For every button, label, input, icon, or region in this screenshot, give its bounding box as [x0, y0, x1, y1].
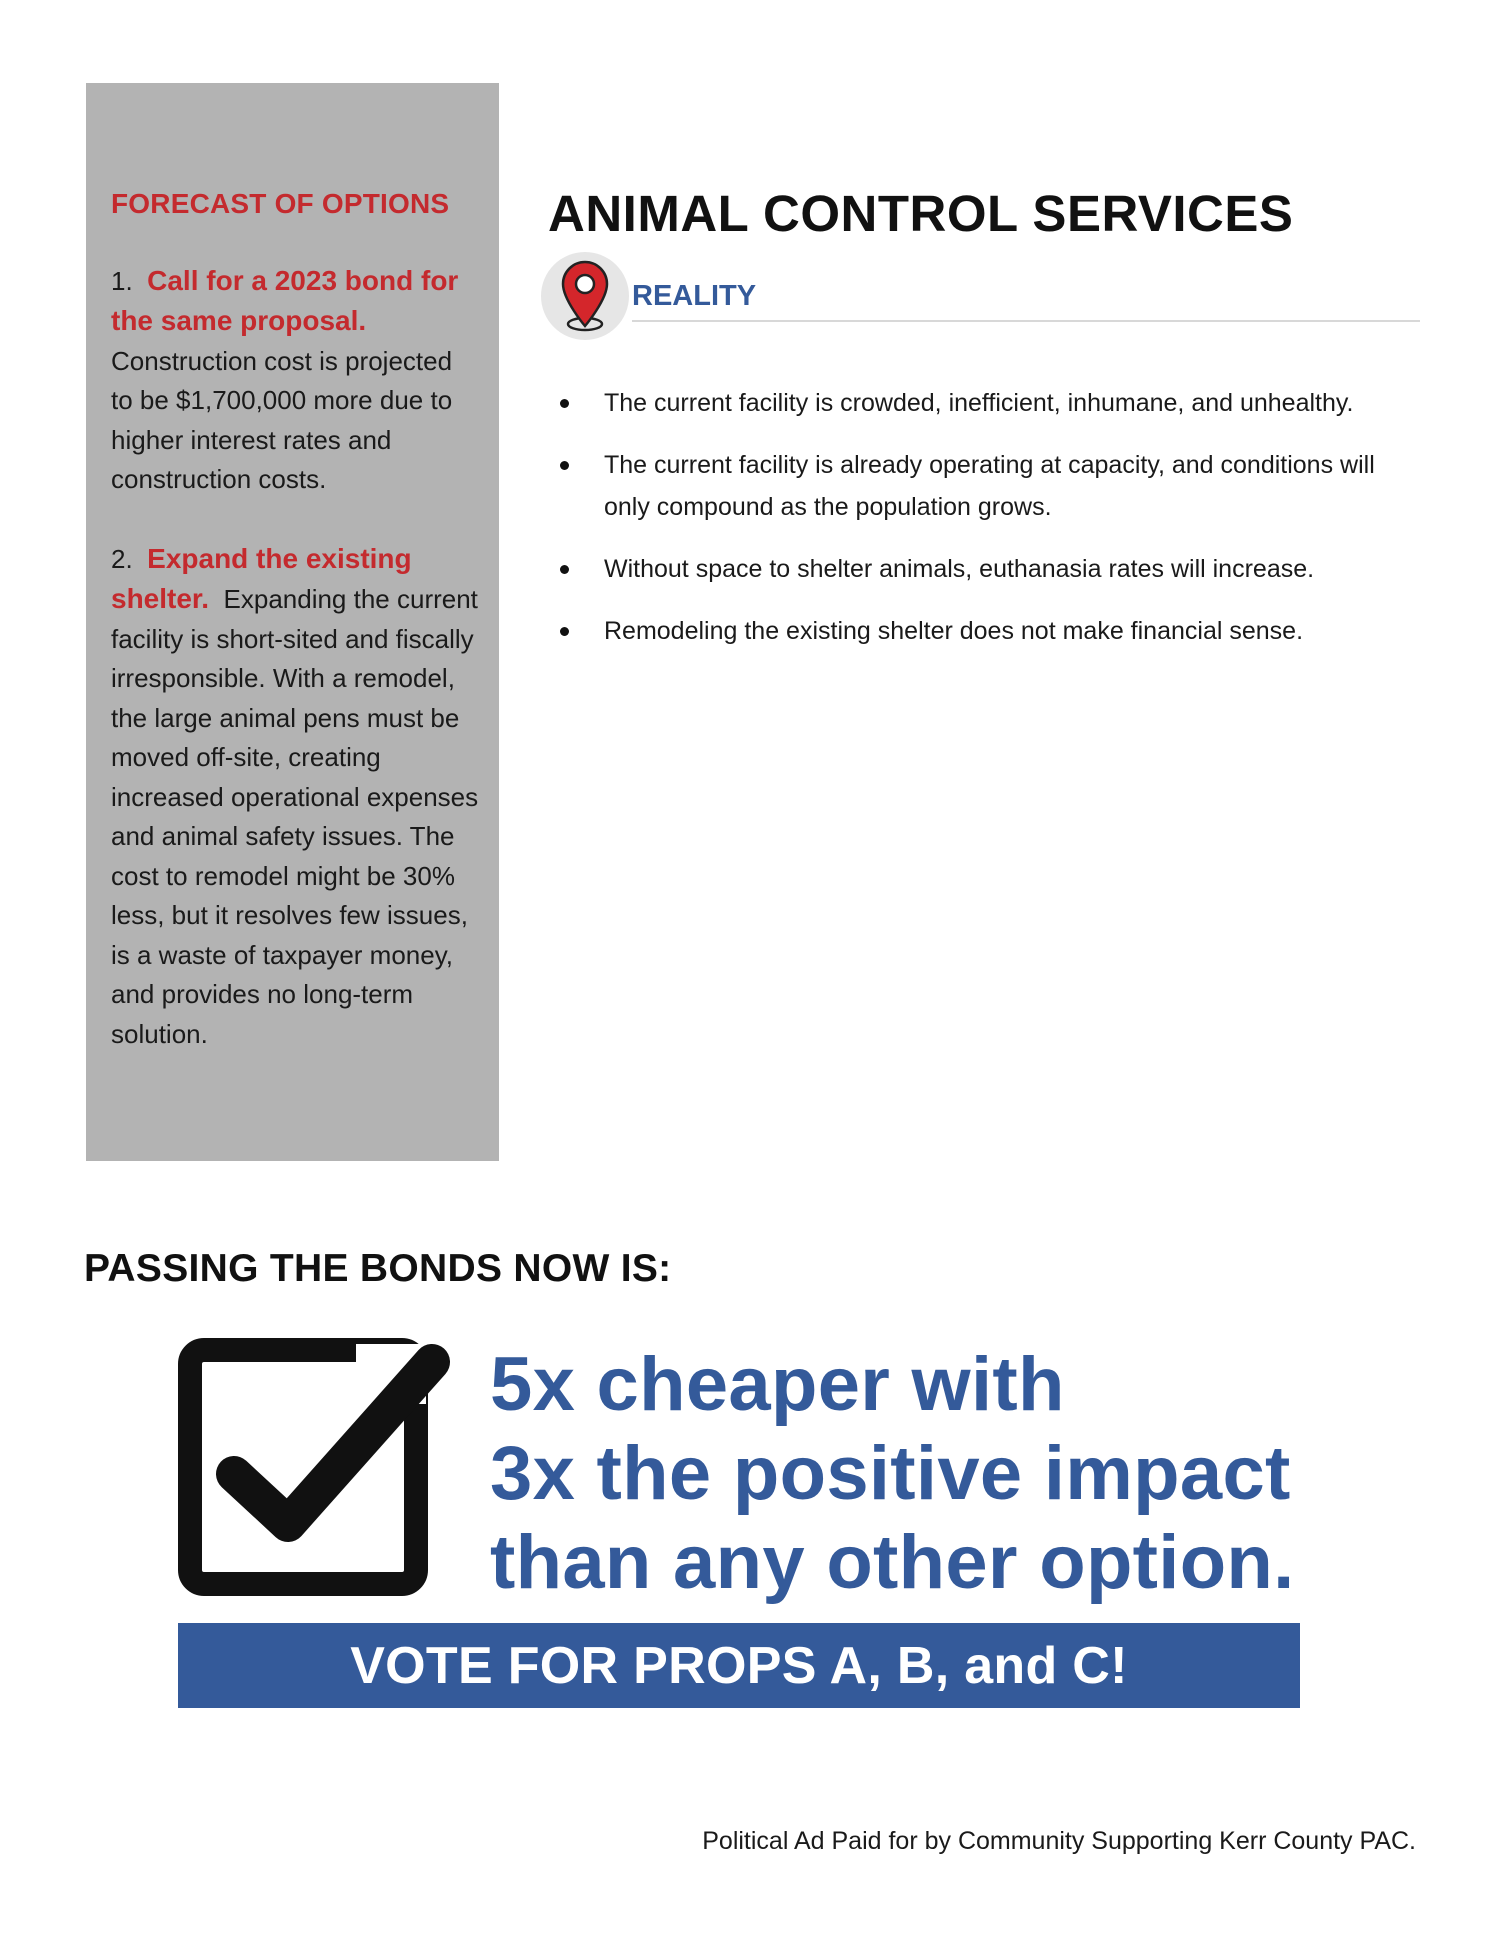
claim-line: 3x the positive impact	[490, 1431, 1291, 1516]
reality-bullet-list	[560, 382, 1420, 672]
option-1-body: Construction cost is projected to be $1,700,000 more due to higher interest rates and construction costs.	[111, 345, 453, 495]
vote-banner: VOTE FOR PROPS A, B, and C!	[178, 1623, 1300, 1708]
option-2-title: Expand the existing shelter.	[111, 542, 412, 615]
claim-line: than any other option.	[490, 1520, 1295, 1605]
option-1-title: Call for a 2023 bond for the same proposal.	[111, 264, 459, 337]
political-ad-disclaimer: Political Ad Paid for by Community Supporting Kerr County PAC.	[702, 1827, 1416, 1855]
list-item: Remodeling the existing shelter does not make financial sense.	[560, 610, 1420, 652]
list-item: The current facility is already operating at capacity, and conditions will only compound as the population grows.	[560, 444, 1420, 528]
section-divider	[632, 320, 1420, 322]
map-pin-icon-graphic	[555, 260, 615, 334]
option-2	[111, 539, 479, 1055]
option-2-number: 2.	[111, 543, 133, 574]
map-pin-icon	[541, 252, 629, 340]
option-2-body: Expanding the current facility is short-sited and fiscally irresponsible. With a remodel, the large animal pens must be moved off-site, creating increased operational expenses and animal safety issues. The cost to remodel might be 30% less, but it resolves few issues, is a waste of taxpayer money, and provides no long-term solution.	[111, 584, 479, 1049]
forecast-heading: FORECAST OF OPTIONS	[111, 188, 450, 219]
benefit-claims	[490, 1340, 1295, 1607]
claim-line: 5x cheaper with	[490, 1342, 1065, 1427]
option-1-number: 1.	[111, 265, 133, 296]
option-1	[111, 261, 479, 500]
checked-box-icon	[176, 1338, 456, 1598]
list-item: Without space to shelter animals, euthanasia rates will increase.	[560, 548, 1420, 590]
list-item: The current facility is crowded, inefficient, inhumane, and unhealthy.	[560, 382, 1420, 424]
page-title: ANIMAL CONTROL SERVICES	[548, 185, 1294, 242]
forecast-sidebar	[86, 83, 499, 1161]
passing-heading: PASSING THE BONDS NOW IS:	[84, 1247, 672, 1290]
reality-label: REALITY	[632, 280, 757, 312]
checked-box-icon-graphic	[176, 1338, 456, 1598]
